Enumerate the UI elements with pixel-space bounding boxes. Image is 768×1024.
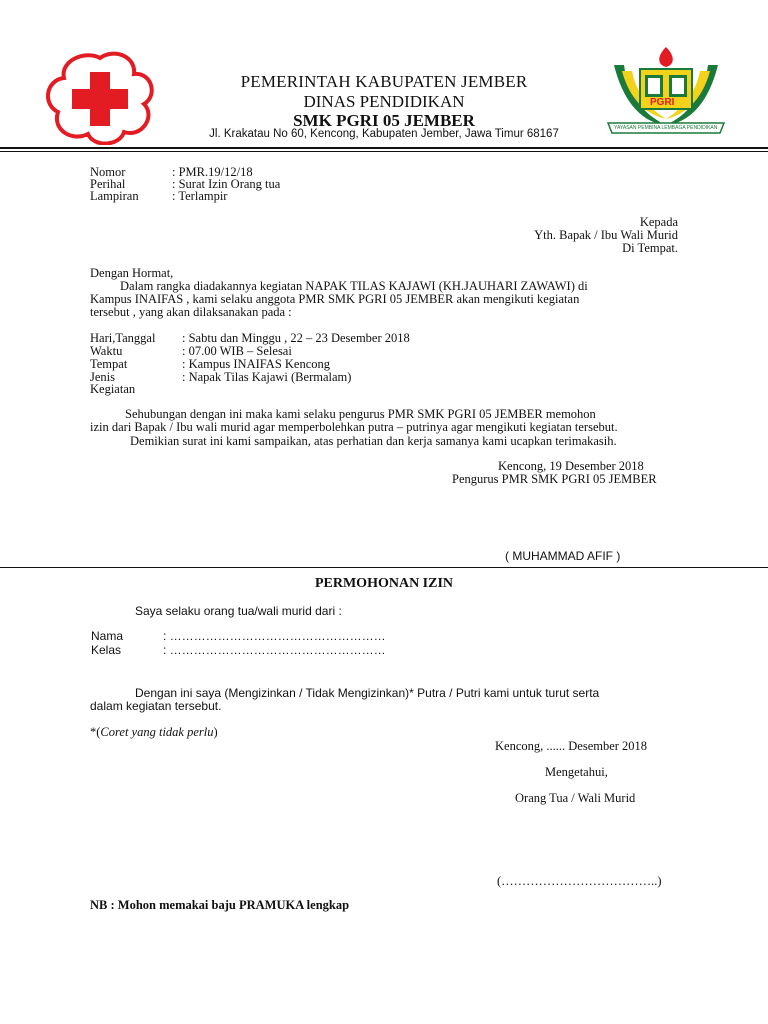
permit-signature-blank[interactable]: (………………………………..) [497,874,662,888]
detail-value-time: : 07.00 WIB – Selesai [182,344,292,358]
paragraph-3: Demikian surat ini kami sampaikan, atas perhatian dan kerja samanya kami ucapkan terimakasih. [130,434,617,448]
pgri-logo-text: PGRI [650,97,675,108]
permit-nama-field[interactable]: : ……………………………………………… [163,629,386,643]
detail-label-kegiatan: Kegiatan [90,382,136,396]
permit-statement-line-2: dalam kegiatan tersebut. [90,699,222,713]
permit-kelas-label: Kelas [91,643,122,657]
perihal-label: Perihal [90,177,126,191]
detail-label-type: Jenis [90,370,115,384]
letter-signatory: Pengurus PMR SMK PGRI 05 JEMBER [452,472,657,486]
paragraph-1-line-2: Kampus INAIFAS , kami selaku anggota PMR SMK PGRI 05 JEMBER akan mengikuti kegiatan [90,292,580,306]
permit-parent: Orang Tua / Wali Murid [515,791,636,805]
detail-value-type: : Napak Tilas Kajawi (Bermalam) [182,370,352,384]
recipient-kepada: Kepada [639,215,678,229]
header-rule [0,147,768,149]
permit-note-star: *( [90,725,101,739]
lampiran-label: Lampiran [90,189,139,203]
section-divider [0,567,768,568]
recipient-name: Yth. Bapak / Ibu Wali Murid [534,228,678,242]
detail-value-place: : Kampus INAIFAS Kencong [182,357,331,371]
paragraph-1-line-1: Dalam rangka diadakannya kegiatan NAPAK TILAS KAJAWI (KH.JAUHARI ZAWAWI) di [120,279,588,293]
header-government: PEMERINTAH KABUPATEN JEMBER [240,72,528,91]
nb-note: NB : Mohon memakai baju PRAMUKA lengkap [90,898,350,912]
nomor-value: : PMR.19/12/18 [172,165,253,179]
permit-intro: Saya selaku orang tua/wali murid dari : [135,604,342,618]
paragraph-2-line-2: izin dari Bapak / Ibu wali murid agar memperbolehkan putra – putrinya agar mengikuti kegiatan tersebut. [90,420,618,434]
permit-kelas-field[interactable]: : ……………………………………………… [163,643,386,657]
permit-nama-label: Nama [91,629,124,643]
greeting: Dengan Hormat, [90,266,174,280]
permit-statement-line-1: Dengan ini saya (Mengizinkan / Tidak Mengizinkan)* Putra / Putri kami untuk turut serta [135,686,600,700]
permit-place-date: Kencong, ...... Desember 2018 [495,739,648,753]
permit-acknowledged: Mengetahui, [545,765,608,779]
header-address: Jl. Krakatau No 60, Kencong, Kabupaten Jember, Jawa Timur 68167 [209,128,559,140]
permit-note [90,725,218,740]
detail-label-place: Tempat [90,357,128,371]
letter-signer-name: ( MUHAMMAD AFIF ) [505,549,621,563]
perihal-value: : Surat Izin Orang tua [172,177,281,191]
paragraph-2-line-1: Sehubungan dengan ini maka kami selaku pengurus PMR SMK PGRI 05 JEMBER memohon [125,407,596,421]
permit-title: PERMOHONAN IZIN [314,576,454,591]
detail-value-date: : Sabtu dan Minggu , 22 – 23 Desember 2018 [182,331,410,345]
header-rule-thin [0,151,768,152]
header-school: SMK PGRI 05 JEMBER [293,111,475,130]
nomor-label: Nomor [90,165,126,179]
detail-label-time: Waktu [90,344,123,358]
permit-note-close: ) [213,725,218,739]
permit-note-text: Coret yang tidak perlu [100,725,214,739]
header-department: DINAS PENDIDIKAN [303,92,465,111]
pgri-logo-ribbon: YAYASAN PEMBINA LEMBAGA PENDIDIKAN [614,125,718,131]
lampiran-value: : Terlampir [172,189,228,203]
detail-label-date: Hari,Tanggal [90,331,156,345]
letter-place-date: Kencong, 19 Desember 2018 [498,459,644,473]
paragraph-1-line-3: tersebut , yang akan dilaksanakan pada : [90,305,292,319]
recipient-place: Di Tempat. [622,241,678,255]
